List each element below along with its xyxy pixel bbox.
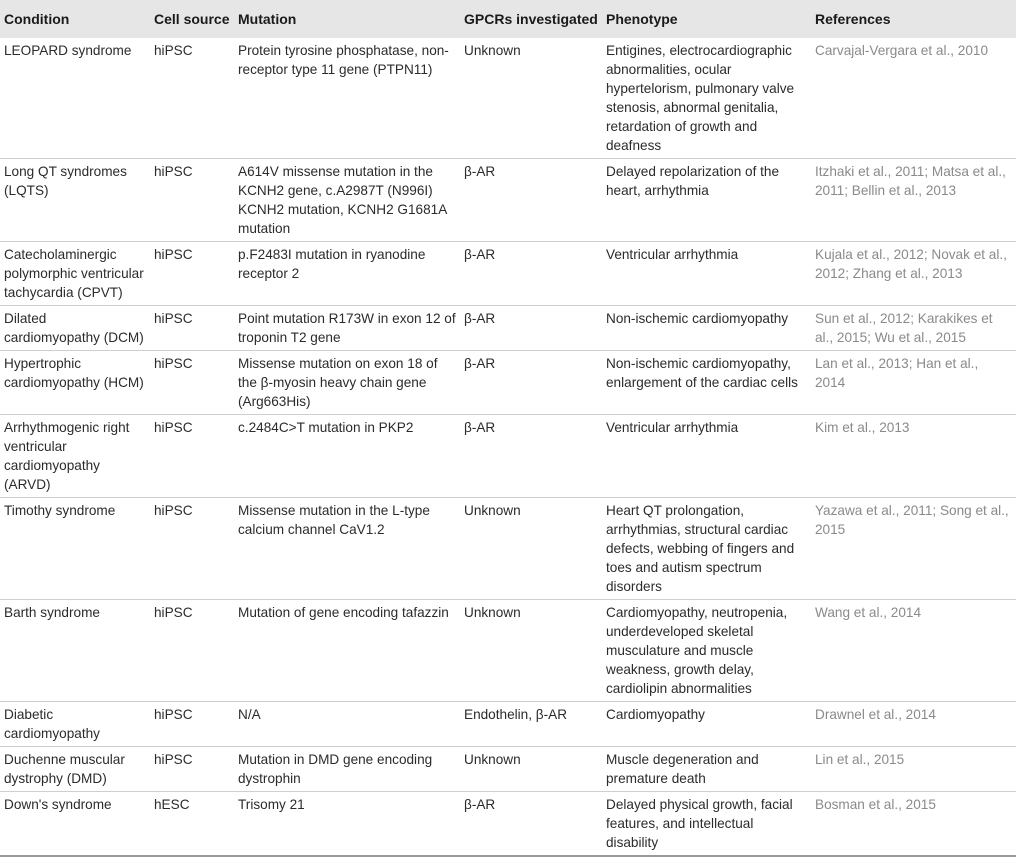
references-cell: Carvajal-Vergara et al., 2010 [815, 43, 989, 58]
mutation-cell: Mutation of gene encoding tafazzin [238, 605, 449, 620]
references-cell: Lin et al., 2015 [815, 752, 905, 767]
mutation-cell: Protein tyrosine phosphatase, non-receptor type 11 gene (PTPN11) [238, 43, 449, 77]
gpcrs-cell: Unknown [464, 43, 521, 58]
cell-source-cell: hiPSC [154, 752, 193, 767]
condition-cell: Down's syndrome [4, 797, 112, 812]
table-row [0, 242, 1016, 306]
mutation-cell: Trisomy 21 [238, 797, 305, 812]
phenotype-cell: Entigines, electrocardiographic abnormalities, ocular hypertelorism, pulmonary valve stenosis, abnormal genitalia, retardation of growth and deafness [606, 43, 795, 153]
phenotype-cell: Non-ischemic cardiomyopathy, enlargement of the cardiac cells [606, 356, 798, 390]
table-row [0, 498, 1016, 600]
gpcrs-cell: β-AR [464, 420, 496, 435]
gpcrs-cell: Unknown [464, 752, 521, 767]
phenotype-cell: Heart QT prolongation, arrhythmias, structural cardiac defects, webbing of fingers and toes and autism spectrum disorders [606, 503, 795, 594]
cell-source-cell: hiPSC [154, 707, 193, 722]
references-cell: Wang et al., 2014 [815, 605, 922, 620]
mutation-cell: N/A [238, 707, 261, 722]
table-row [0, 702, 1016, 747]
table-row [0, 159, 1016, 242]
table-row [0, 747, 1016, 792]
condition-cell: Duchenne muscular dystrophy (DMD) [4, 752, 125, 786]
condition-cell: Arrhythmogenic right ventricular cardiomyopathy (ARVD) [4, 420, 130, 492]
table-row [0, 306, 1016, 351]
condition-cell: LEOPARD syndrome [4, 43, 132, 58]
cell-source-cell: hiPSC [154, 164, 193, 179]
table-row [0, 351, 1016, 415]
condition-cell: Dilated cardiomyopathy (DCM) [4, 311, 144, 345]
phenotype-cell: Non-ischemic cardiomyopathy [606, 311, 789, 326]
gpcrs-cell: β-AR [464, 797, 496, 812]
references-cell: Yazawa et al., 2011; Song et al., 2015 [815, 503, 1009, 537]
table-row [0, 792, 1016, 857]
phenotype-cell: Cardiomyopathy [606, 707, 705, 722]
condition-cell: Timothy syndrome [4, 503, 116, 518]
gpcrs-cell: β-AR [464, 247, 496, 262]
header-gpcrs: GPCRs investigated [464, 11, 598, 27]
cell-source-cell: hiPSC [154, 356, 193, 371]
header-mutation: Mutation [238, 11, 297, 27]
phenotype-cell: Delayed physical growth, facial features, and intellectual disability [606, 797, 793, 850]
cell-source-cell: hiPSC [154, 43, 193, 58]
mutation-cell: Missense mutation in the L-type calcium channel CaV1.2 [238, 503, 430, 537]
header-condition: Condition [4, 11, 70, 27]
phenotype-cell: Muscle degeneration and premature death [606, 752, 759, 786]
condition-cell: Hypertrophic cardiomyopathy (HCM) [4, 356, 144, 390]
gpcrs-cell: β-AR [464, 311, 496, 326]
table-header [0, 0, 1016, 38]
mutation-cell: Missense mutation on exon 18 of the β-myosin heavy chain gene (Arg663His) [238, 356, 438, 409]
cell-source-cell: hiPSC [154, 605, 193, 620]
gpcrs-cell: Endothelin, β-AR [464, 707, 568, 722]
cell-source-cell: hiPSC [154, 503, 193, 518]
gpcrs-cell: Unknown [464, 605, 521, 620]
phenotype-cell: Ventricular arrhythmia [606, 420, 739, 435]
cell-source-cell: hiPSC [154, 247, 193, 262]
mutation-cell: Point mutation R173W in exon 12 of troponin T2 gene [238, 311, 456, 345]
mutation-cell: A614V missense mutation in the KCNH2 gene, c.A2987T (N996I) KCNH2 mutation, KCNH2 G1681A mutation [238, 164, 447, 236]
header-cell-source: Cell source [154, 11, 230, 27]
table-row [0, 38, 1016, 159]
header-row [0, 0, 1016, 38]
mutation-cell: p.F2483I mutation in ryanodine receptor 2 [238, 247, 426, 281]
condition-cell: Long QT syndromes (LQTS) [4, 164, 127, 198]
condition-cell: Barth syndrome [4, 605, 100, 620]
condition-cell: Diabetic cardiomyopathy [4, 707, 100, 741]
references-cell: Sun et al., 2012; Karakikes et al., 2015; Wu et al., 2015 [815, 311, 993, 345]
references-cell: Lan et al., 2013; Han et al., 2014 [815, 356, 979, 390]
gpcrs-cell: β-AR [464, 164, 496, 179]
header-references: References [815, 11, 891, 27]
table-row [0, 415, 1016, 498]
header-phenotype: Phenotype [606, 11, 678, 27]
phenotype-cell: Delayed repolarization of the heart, arrhythmia [606, 164, 780, 198]
gpcrs-cell: Unknown [464, 503, 521, 518]
mutation-cell: c.2484C>T mutation in PKP2 [238, 420, 414, 435]
condition-cell: Catecholaminergic polymorphic ventricular tachycardia (CPVT) [4, 247, 144, 300]
mutation-cell: Mutation in DMD gene encoding dystrophin [238, 752, 433, 786]
references-cell: Kujala et al., 2012; Novak et al., 2012; Zhang et al., 2013 [815, 247, 1007, 281]
table-body [0, 38, 1016, 856]
references-cell: Bosman et al., 2015 [815, 797, 936, 812]
cell-source-cell: hiPSC [154, 311, 193, 326]
references-cell: Kim et al., 2013 [815, 420, 910, 435]
phenotype-cell: Cardiomyopathy, neutropenia, underdeveloped skeletal musculature and muscle weakness, growth delay, cardiolipin abnormalities [606, 605, 788, 696]
cell-source-cell: hESC [154, 797, 190, 812]
gpcrs-cell: β-AR [464, 356, 496, 371]
cell-source-cell: hiPSC [154, 420, 193, 435]
references-cell: Drawnel et al., 2014 [815, 707, 936, 722]
references-cell: Itzhaki et al., 2011; Matsa et al., 2011; Bellin et al., 2013 [815, 164, 1006, 198]
table-row [0, 600, 1016, 702]
phenotype-cell: Ventricular arrhythmia [606, 247, 739, 262]
